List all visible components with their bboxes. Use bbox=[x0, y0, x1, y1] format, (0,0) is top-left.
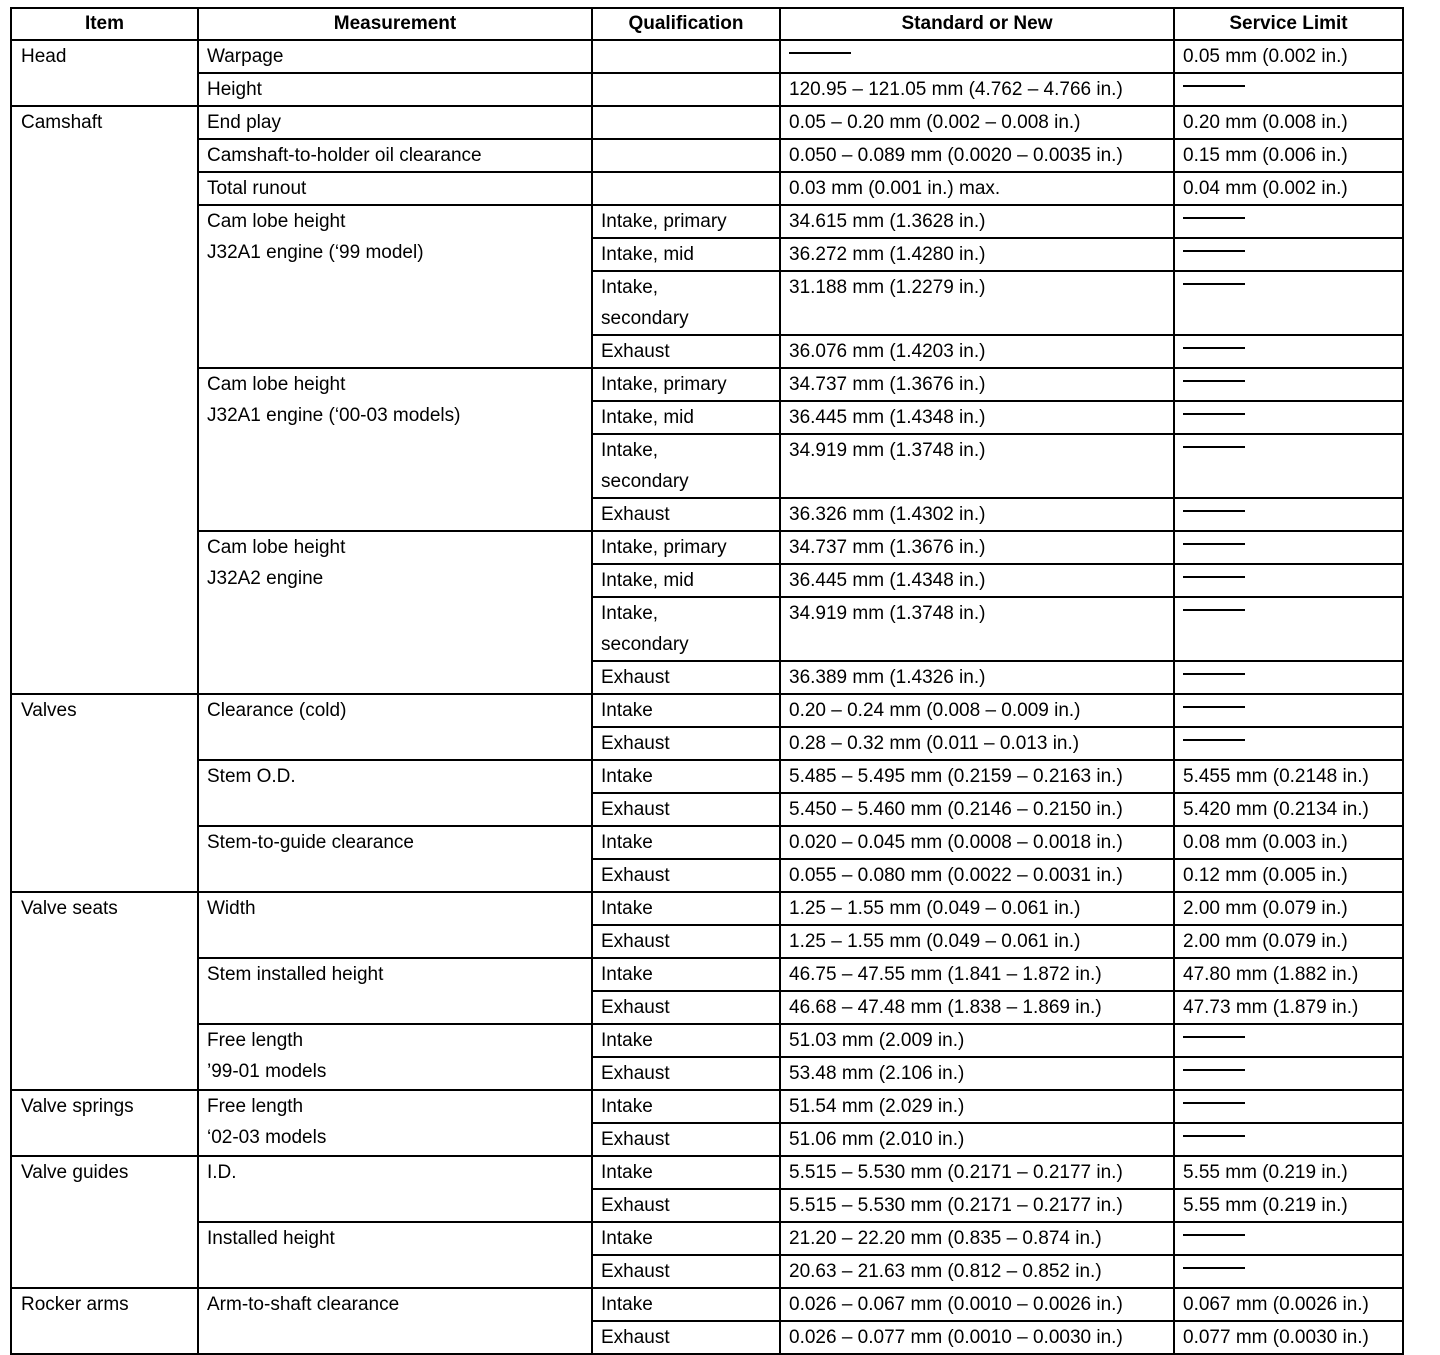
not-applicable-dash bbox=[1183, 1036, 1245, 1038]
item-cell: Valve seats bbox=[11, 892, 198, 1090]
service-limit-cell: 0.15 mm (0.006 in.) bbox=[1174, 139, 1403, 172]
not-applicable-dash bbox=[1183, 413, 1245, 415]
measurement-cell: Cam lobe height J32A2 engine bbox=[198, 531, 592, 694]
table-row bbox=[11, 958, 1403, 991]
qualification-cell: Exhaust bbox=[592, 727, 780, 760]
standard-cell: 21.20 – 22.20 mm (0.835 – 0.874 in.) bbox=[780, 1222, 1174, 1255]
qualification-cell: Intake, primary bbox=[592, 531, 780, 564]
not-applicable-dash bbox=[789, 52, 851, 54]
header-qualification: Qualification bbox=[592, 8, 780, 40]
table-row bbox=[11, 368, 1403, 401]
qualification-cell: Intake, mid bbox=[592, 238, 780, 271]
service-limit-cell bbox=[1174, 1024, 1403, 1057]
standard-cell: 5.515 – 5.530 mm (0.2171 – 0.2177 in.) bbox=[780, 1189, 1174, 1222]
qualification-cell: Intake, secondary bbox=[592, 271, 780, 335]
service-limit-cell: 5.455 mm (0.2148 in.) bbox=[1174, 760, 1403, 793]
service-limit-cell: 0.12 mm (0.005 in.) bbox=[1174, 859, 1403, 892]
service-limit-cell: 47.73 mm (1.879 in.) bbox=[1174, 991, 1403, 1024]
service-limit-cell: 5.55 mm (0.219 in.) bbox=[1174, 1189, 1403, 1222]
service-limit-cell bbox=[1174, 368, 1403, 401]
qualification-cell: Intake bbox=[592, 826, 780, 859]
measurement-cell: Arm-to-shaft clearance bbox=[198, 1288, 592, 1354]
service-limit-cell bbox=[1174, 1255, 1403, 1288]
standard-cell: 1.25 – 1.55 mm (0.049 – 0.061 in.) bbox=[780, 892, 1174, 925]
qualification-cell: Exhaust bbox=[592, 925, 780, 958]
service-limit-cell bbox=[1174, 335, 1403, 368]
standard-cell: 20.63 – 21.63 mm (0.812 – 0.852 in.) bbox=[780, 1255, 1174, 1288]
measurement-cell: Free length ’99-01 models bbox=[198, 1024, 592, 1090]
standard-cell: 36.076 mm (1.4203 in.) bbox=[780, 335, 1174, 368]
not-applicable-dash bbox=[1183, 1102, 1245, 1104]
standard-cell: 34.919 mm (1.3748 in.) bbox=[780, 434, 1174, 498]
table-row bbox=[11, 531, 1403, 564]
measurement-cell: Height bbox=[198, 73, 592, 106]
qualification-cell: Intake bbox=[592, 694, 780, 727]
measurement-cell: Cam lobe height J32A1 engine (‘99 model) bbox=[198, 205, 592, 368]
item-cell: Head bbox=[11, 40, 198, 106]
not-applicable-dash bbox=[1183, 347, 1245, 349]
qualification-cell: Intake, secondary bbox=[592, 434, 780, 498]
standard-cell bbox=[780, 40, 1174, 73]
measurement-cell: End play bbox=[198, 106, 592, 139]
not-applicable-dash bbox=[1183, 609, 1245, 611]
qualification-cell: Intake, primary bbox=[592, 205, 780, 238]
measurement-cell: Stem O.D. bbox=[198, 760, 592, 826]
not-applicable-dash bbox=[1183, 1069, 1245, 1071]
qualification-cell bbox=[592, 40, 780, 73]
table-row bbox=[11, 1288, 1403, 1321]
table-row bbox=[11, 40, 1403, 73]
table-row bbox=[11, 139, 1403, 172]
not-applicable-dash bbox=[1183, 446, 1245, 448]
standard-cell: 36.445 mm (1.4348 in.) bbox=[780, 401, 1174, 434]
header-service-limit: Service Limit bbox=[1174, 8, 1403, 40]
header-row bbox=[11, 8, 1403, 40]
service-limit-cell: 5.55 mm (0.219 in.) bbox=[1174, 1156, 1403, 1189]
measurement-cell: Stem installed height bbox=[198, 958, 592, 1024]
table-row bbox=[11, 205, 1403, 238]
service-limit-cell bbox=[1174, 73, 1403, 106]
qualification-cell: Exhaust bbox=[592, 1123, 780, 1156]
service-limit-cell: 0.04 mm (0.002 in.) bbox=[1174, 172, 1403, 205]
qualification-cell: Exhaust bbox=[592, 1255, 780, 1288]
standard-cell: 46.75 – 47.55 mm (1.841 – 1.872 in.) bbox=[780, 958, 1174, 991]
standard-cell: 34.615 mm (1.3628 in.) bbox=[780, 205, 1174, 238]
standard-cell: 31.188 mm (1.2279 in.) bbox=[780, 271, 1174, 335]
not-applicable-dash bbox=[1183, 576, 1245, 578]
item-cell: Valve guides bbox=[11, 1156, 198, 1288]
not-applicable-dash bbox=[1183, 739, 1245, 741]
standard-cell: 34.919 mm (1.3748 in.) bbox=[780, 597, 1174, 661]
item-cell: Camshaft bbox=[11, 106, 198, 694]
service-limit-cell bbox=[1174, 564, 1403, 597]
standard-cell: 0.05 – 0.20 mm (0.002 – 0.008 in.) bbox=[780, 106, 1174, 139]
service-limit-cell bbox=[1174, 1123, 1403, 1156]
measurement-cell: Free length ‘02-03 models bbox=[198, 1090, 592, 1156]
service-limit-cell bbox=[1174, 1090, 1403, 1123]
measurement-cell: Clearance (cold) bbox=[198, 694, 592, 760]
service-limit-cell: 0.20 mm (0.008 in.) bbox=[1174, 106, 1403, 139]
table-row bbox=[11, 172, 1403, 205]
not-applicable-dash bbox=[1183, 673, 1245, 675]
qualification-cell: Exhaust bbox=[592, 991, 780, 1024]
not-applicable-dash bbox=[1183, 510, 1245, 512]
qualification-cell: Intake, mid bbox=[592, 564, 780, 597]
measurement-cell: I.D. bbox=[198, 1156, 592, 1222]
measurement-cell: Cam lobe height J32A1 engine (‘00-03 models) bbox=[198, 368, 592, 531]
not-applicable-dash bbox=[1183, 1234, 1245, 1236]
standard-cell: 0.055 – 0.080 mm (0.0022 – 0.0031 in.) bbox=[780, 859, 1174, 892]
qualification-cell: Exhaust bbox=[592, 859, 780, 892]
qualification-cell: Intake bbox=[592, 1156, 780, 1189]
not-applicable-dash bbox=[1183, 543, 1245, 545]
table-row bbox=[11, 1024, 1403, 1057]
service-limit-cell: 0.077 mm (0.0030 in.) bbox=[1174, 1321, 1403, 1354]
standard-cell: 5.515 – 5.530 mm (0.2171 – 0.2177 in.) bbox=[780, 1156, 1174, 1189]
not-applicable-dash bbox=[1183, 1267, 1245, 1269]
service-limit-cell bbox=[1174, 271, 1403, 335]
service-limit-cell bbox=[1174, 1222, 1403, 1255]
qualification-cell: Exhaust bbox=[592, 1189, 780, 1222]
measurement-cell: Camshaft-to-holder oil clearance bbox=[198, 139, 592, 172]
service-limit-cell bbox=[1174, 434, 1403, 498]
qualification-cell bbox=[592, 73, 780, 106]
standard-cell: 46.68 – 47.48 mm (1.838 – 1.869 in.) bbox=[780, 991, 1174, 1024]
standard-cell: 0.050 – 0.089 mm (0.0020 – 0.0035 in.) bbox=[780, 139, 1174, 172]
standard-cell: 36.326 mm (1.4302 in.) bbox=[780, 498, 1174, 531]
measurement-cell: Width bbox=[198, 892, 592, 958]
service-limit-cell: 5.420 mm (0.2134 in.) bbox=[1174, 793, 1403, 826]
service-limit-cell: 2.00 mm (0.079 in.) bbox=[1174, 925, 1403, 958]
table-row bbox=[11, 826, 1403, 859]
qualification-cell: Intake bbox=[592, 892, 780, 925]
table-row bbox=[11, 892, 1403, 925]
qualification-cell bbox=[592, 139, 780, 172]
qualification-cell: Intake bbox=[592, 1222, 780, 1255]
standard-cell: 36.445 mm (1.4348 in.) bbox=[780, 564, 1174, 597]
qualification-cell: Exhaust bbox=[592, 335, 780, 368]
header-standard: Standard or New bbox=[780, 8, 1174, 40]
standard-cell: 1.25 – 1.55 mm (0.049 – 0.061 in.) bbox=[780, 925, 1174, 958]
qualification-cell: Intake, primary bbox=[592, 368, 780, 401]
qualification-cell: Exhaust bbox=[592, 1057, 780, 1090]
standard-cell: 5.450 – 5.460 mm (0.2146 – 0.2150 in.) bbox=[780, 793, 1174, 826]
qualification-cell: Intake bbox=[592, 958, 780, 991]
item-cell: Rocker arms bbox=[11, 1288, 198, 1354]
service-limit-cell: 0.067 mm (0.0026 in.) bbox=[1174, 1288, 1403, 1321]
measurement-cell: Stem-to-guide clearance bbox=[198, 826, 592, 892]
service-limit-cell bbox=[1174, 205, 1403, 238]
qualification-cell: Intake bbox=[592, 1024, 780, 1057]
service-limit-cell bbox=[1174, 498, 1403, 531]
standard-cell: 51.03 mm (2.009 in.) bbox=[780, 1024, 1174, 1057]
service-limit-cell: 47.80 mm (1.882 in.) bbox=[1174, 958, 1403, 991]
service-limit-cell bbox=[1174, 694, 1403, 727]
table-row bbox=[11, 106, 1403, 139]
standard-cell: 36.389 mm (1.4326 in.) bbox=[780, 661, 1174, 694]
standard-cell: 34.737 mm (1.3676 in.) bbox=[780, 531, 1174, 564]
not-applicable-dash bbox=[1183, 217, 1245, 219]
standard-cell: 53.48 mm (2.106 in.) bbox=[780, 1057, 1174, 1090]
qualification-cell: Exhaust bbox=[592, 498, 780, 531]
table-row bbox=[11, 694, 1403, 727]
service-limit-cell bbox=[1174, 727, 1403, 760]
qualification-cell: Exhaust bbox=[592, 793, 780, 826]
qualification-cell: Exhaust bbox=[592, 661, 780, 694]
service-limit-cell: 0.08 mm (0.003 in.) bbox=[1174, 826, 1403, 859]
spec-table bbox=[10, 7, 1404, 1355]
qualification-cell bbox=[592, 106, 780, 139]
standard-cell: 120.95 – 121.05 mm (4.762 – 4.766 in.) bbox=[780, 73, 1174, 106]
not-applicable-dash bbox=[1183, 380, 1245, 382]
table-row bbox=[11, 1222, 1403, 1255]
qualification-cell: Intake bbox=[592, 760, 780, 793]
qualification-cell: Exhaust bbox=[592, 1321, 780, 1354]
qualification-cell: Intake bbox=[592, 1288, 780, 1321]
service-limit-cell bbox=[1174, 597, 1403, 661]
table-row bbox=[11, 73, 1403, 106]
qualification-cell bbox=[592, 172, 780, 205]
table-row bbox=[11, 760, 1403, 793]
service-limit-cell bbox=[1174, 531, 1403, 564]
standard-cell: 51.06 mm (2.010 in.) bbox=[780, 1123, 1174, 1156]
service-limit-cell: 2.00 mm (0.079 in.) bbox=[1174, 892, 1403, 925]
item-cell: Valve springs bbox=[11, 1090, 198, 1156]
qualification-cell: Intake, secondary bbox=[592, 597, 780, 661]
item-cell: Valves bbox=[11, 694, 198, 892]
standard-cell: 0.28 – 0.32 mm (0.011 – 0.013 in.) bbox=[780, 727, 1174, 760]
measurement-cell: Warpage bbox=[198, 40, 592, 73]
measurement-cell: Total runout bbox=[198, 172, 592, 205]
standard-cell: 34.737 mm (1.3676 in.) bbox=[780, 368, 1174, 401]
measurement-cell: Installed height bbox=[198, 1222, 592, 1288]
service-limit-cell: 0.05 mm (0.002 in.) bbox=[1174, 40, 1403, 73]
standard-cell: 0.03 mm (0.001 in.) max. bbox=[780, 172, 1174, 205]
service-limit-cell bbox=[1174, 661, 1403, 694]
service-limit-cell bbox=[1174, 238, 1403, 271]
header-measurement: Measurement bbox=[198, 8, 592, 40]
standard-cell: 51.54 mm (2.029 in.) bbox=[780, 1090, 1174, 1123]
service-limit-cell bbox=[1174, 1057, 1403, 1090]
standard-cell: 0.026 – 0.077 mm (0.0010 – 0.0030 in.) bbox=[780, 1321, 1174, 1354]
not-applicable-dash bbox=[1183, 706, 1245, 708]
table-row bbox=[11, 1090, 1403, 1123]
standard-cell: 0.026 – 0.067 mm (0.0010 – 0.0026 in.) bbox=[780, 1288, 1174, 1321]
not-applicable-dash bbox=[1183, 250, 1245, 252]
header-item: Item bbox=[11, 8, 198, 40]
qualification-cell: Intake, mid bbox=[592, 401, 780, 434]
table-row bbox=[11, 1156, 1403, 1189]
standard-cell: 0.020 – 0.045 mm (0.0008 – 0.0018 in.) bbox=[780, 826, 1174, 859]
not-applicable-dash bbox=[1183, 1135, 1245, 1137]
not-applicable-dash bbox=[1183, 283, 1245, 285]
not-applicable-dash bbox=[1183, 85, 1245, 87]
standard-cell: 36.272 mm (1.4280 in.) bbox=[780, 238, 1174, 271]
standard-cell: 0.20 – 0.24 mm (0.008 – 0.009 in.) bbox=[780, 694, 1174, 727]
qualification-cell: Intake bbox=[592, 1090, 780, 1123]
standard-cell: 5.485 – 5.495 mm (0.2159 – 0.2163 in.) bbox=[780, 760, 1174, 793]
service-limit-cell bbox=[1174, 401, 1403, 434]
